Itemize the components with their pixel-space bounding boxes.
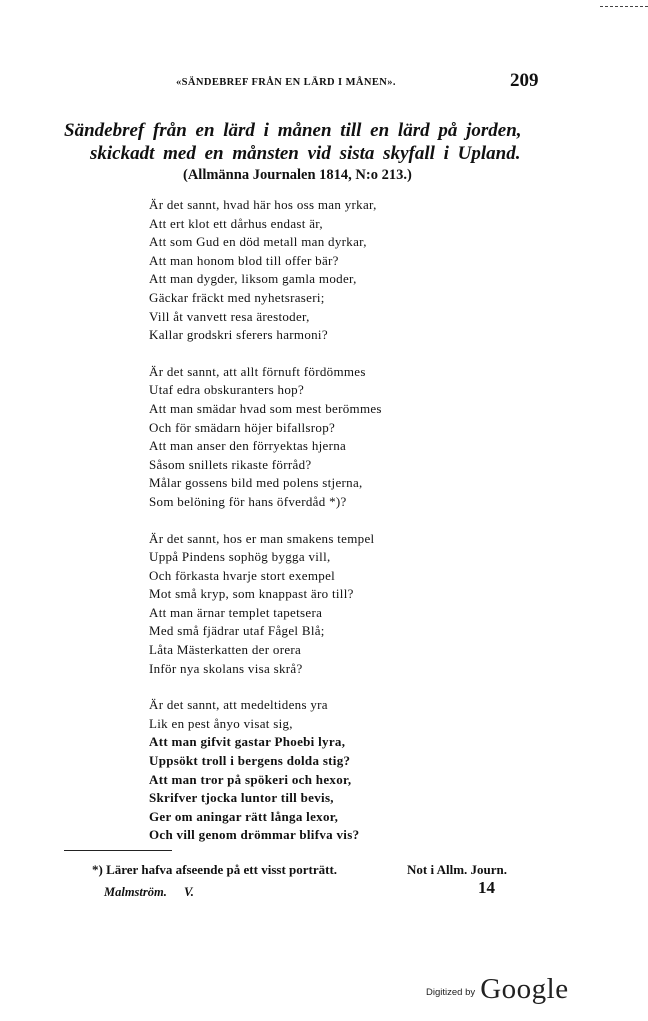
poem-line: Uppsökt troll i bergens dolda stig? xyxy=(149,753,351,769)
poem-body xyxy=(149,196,382,863)
page-number: 209 xyxy=(510,70,539,91)
footnote-text: *) Lärer hafva afseende på ett visst porträtt. xyxy=(92,862,338,877)
poem-title-line-2: skickadt med en månsten vid sista skyfall i Upland. xyxy=(90,143,521,164)
poem-line: Och förkasta hvarje stort exempel xyxy=(149,567,336,583)
stanza-2 xyxy=(149,363,382,512)
poem-line: Är det sannt, hos er man smakens tempel xyxy=(149,530,375,546)
poem-line: Lik en pest ånyo visat sig, xyxy=(149,715,293,731)
poem-line: Kallar grodskri sferers harmoni? xyxy=(149,327,328,343)
poem-line: Att man gifvit gastar Phoebi lyra, xyxy=(149,734,346,750)
poem-line: Att man honom blod till offer bär? xyxy=(149,252,339,268)
poem-line: Att man ärnar templet tapetsera xyxy=(149,604,323,620)
poem-line: Som belöning för hans öfverdåd *)? xyxy=(149,493,347,509)
stanza-4 xyxy=(149,696,382,845)
poem-line: Att man dygder, liksom gamla moder, xyxy=(149,271,357,287)
poem-line: Målar gossens bild med polens stjerna, xyxy=(149,475,363,491)
signature-number: 14 xyxy=(478,878,495,897)
poem-line: Mot små kryp, som knappast äro till? xyxy=(149,586,354,602)
poem-title-line-1: Sändebref från en lärd i månen till en lärd på jorden, xyxy=(64,120,522,141)
poem-line: Är det sannt, hvad här hos oss man yrkar, xyxy=(149,197,377,212)
poem-line: Låta Mästerkatten der orera xyxy=(149,642,302,658)
source-citation: (Allmänna Journalen 1814, N:o 213.) xyxy=(183,167,412,183)
digitized-brand-logo: Google xyxy=(480,973,569,1005)
poem-line: Är det sannt, att allt förnuft fördömmes xyxy=(149,363,366,379)
poem-line: Vill åt vanvett resa ärestoder, xyxy=(149,308,310,324)
footnote-divider xyxy=(64,850,172,851)
poem-line: Att man tror på spökeri och hexor, xyxy=(149,771,352,787)
poem-line: Inför nya skolans visa skrå? xyxy=(149,660,303,676)
poem-line: Och för smädarn höjer bifallsrop? xyxy=(149,419,336,435)
poem-line: Såsom snillets rikaste förråd? xyxy=(149,456,312,472)
digitized-prefix: Digitized by xyxy=(426,987,476,998)
poem-line: Är det sannt, att medeltidens yra xyxy=(149,697,328,713)
poem-line: Utaf edra obskuranters hop? xyxy=(149,382,305,398)
poem-line: Skrifver tjocka luntor till bevis, xyxy=(149,790,334,806)
poem-line: Att ert klot ett dårhus endast är, xyxy=(149,215,323,231)
signature-name: Malmström. xyxy=(104,885,167,899)
corner-scan-mark xyxy=(600,6,648,9)
digitized-by-watermark xyxy=(426,973,569,1006)
poem-line: Uppå Pindens sophög bygga vill, xyxy=(149,549,331,565)
poem-line: Att man anser den förryektas hjerna xyxy=(149,438,347,454)
poem-line: Med små fjädrar utaf Fågel Blå; xyxy=(149,623,325,639)
poem-line: Att som Gud en död metall man dyrkar, xyxy=(149,234,367,250)
poem-line: Att man smädar hvad som mest berömmes xyxy=(149,400,382,416)
poem-line: Ger om aningar rätt långa lexor, xyxy=(149,808,339,824)
signature-volume: V. xyxy=(184,885,194,899)
stanza-3 xyxy=(149,530,382,679)
stanza-1 xyxy=(149,196,382,345)
poem-line: Och vill genom drömmar blifva vis? xyxy=(149,827,360,843)
poem-line: Gäckar fräckt med nyhetsraseri; xyxy=(149,289,325,305)
printer-signature xyxy=(104,885,194,900)
running-head: «SÄNDEBREF FRÅN EN LÄRD I MÅNEN». xyxy=(176,77,396,88)
footnote-source-note: Not i Allm. Journ. xyxy=(407,862,508,877)
